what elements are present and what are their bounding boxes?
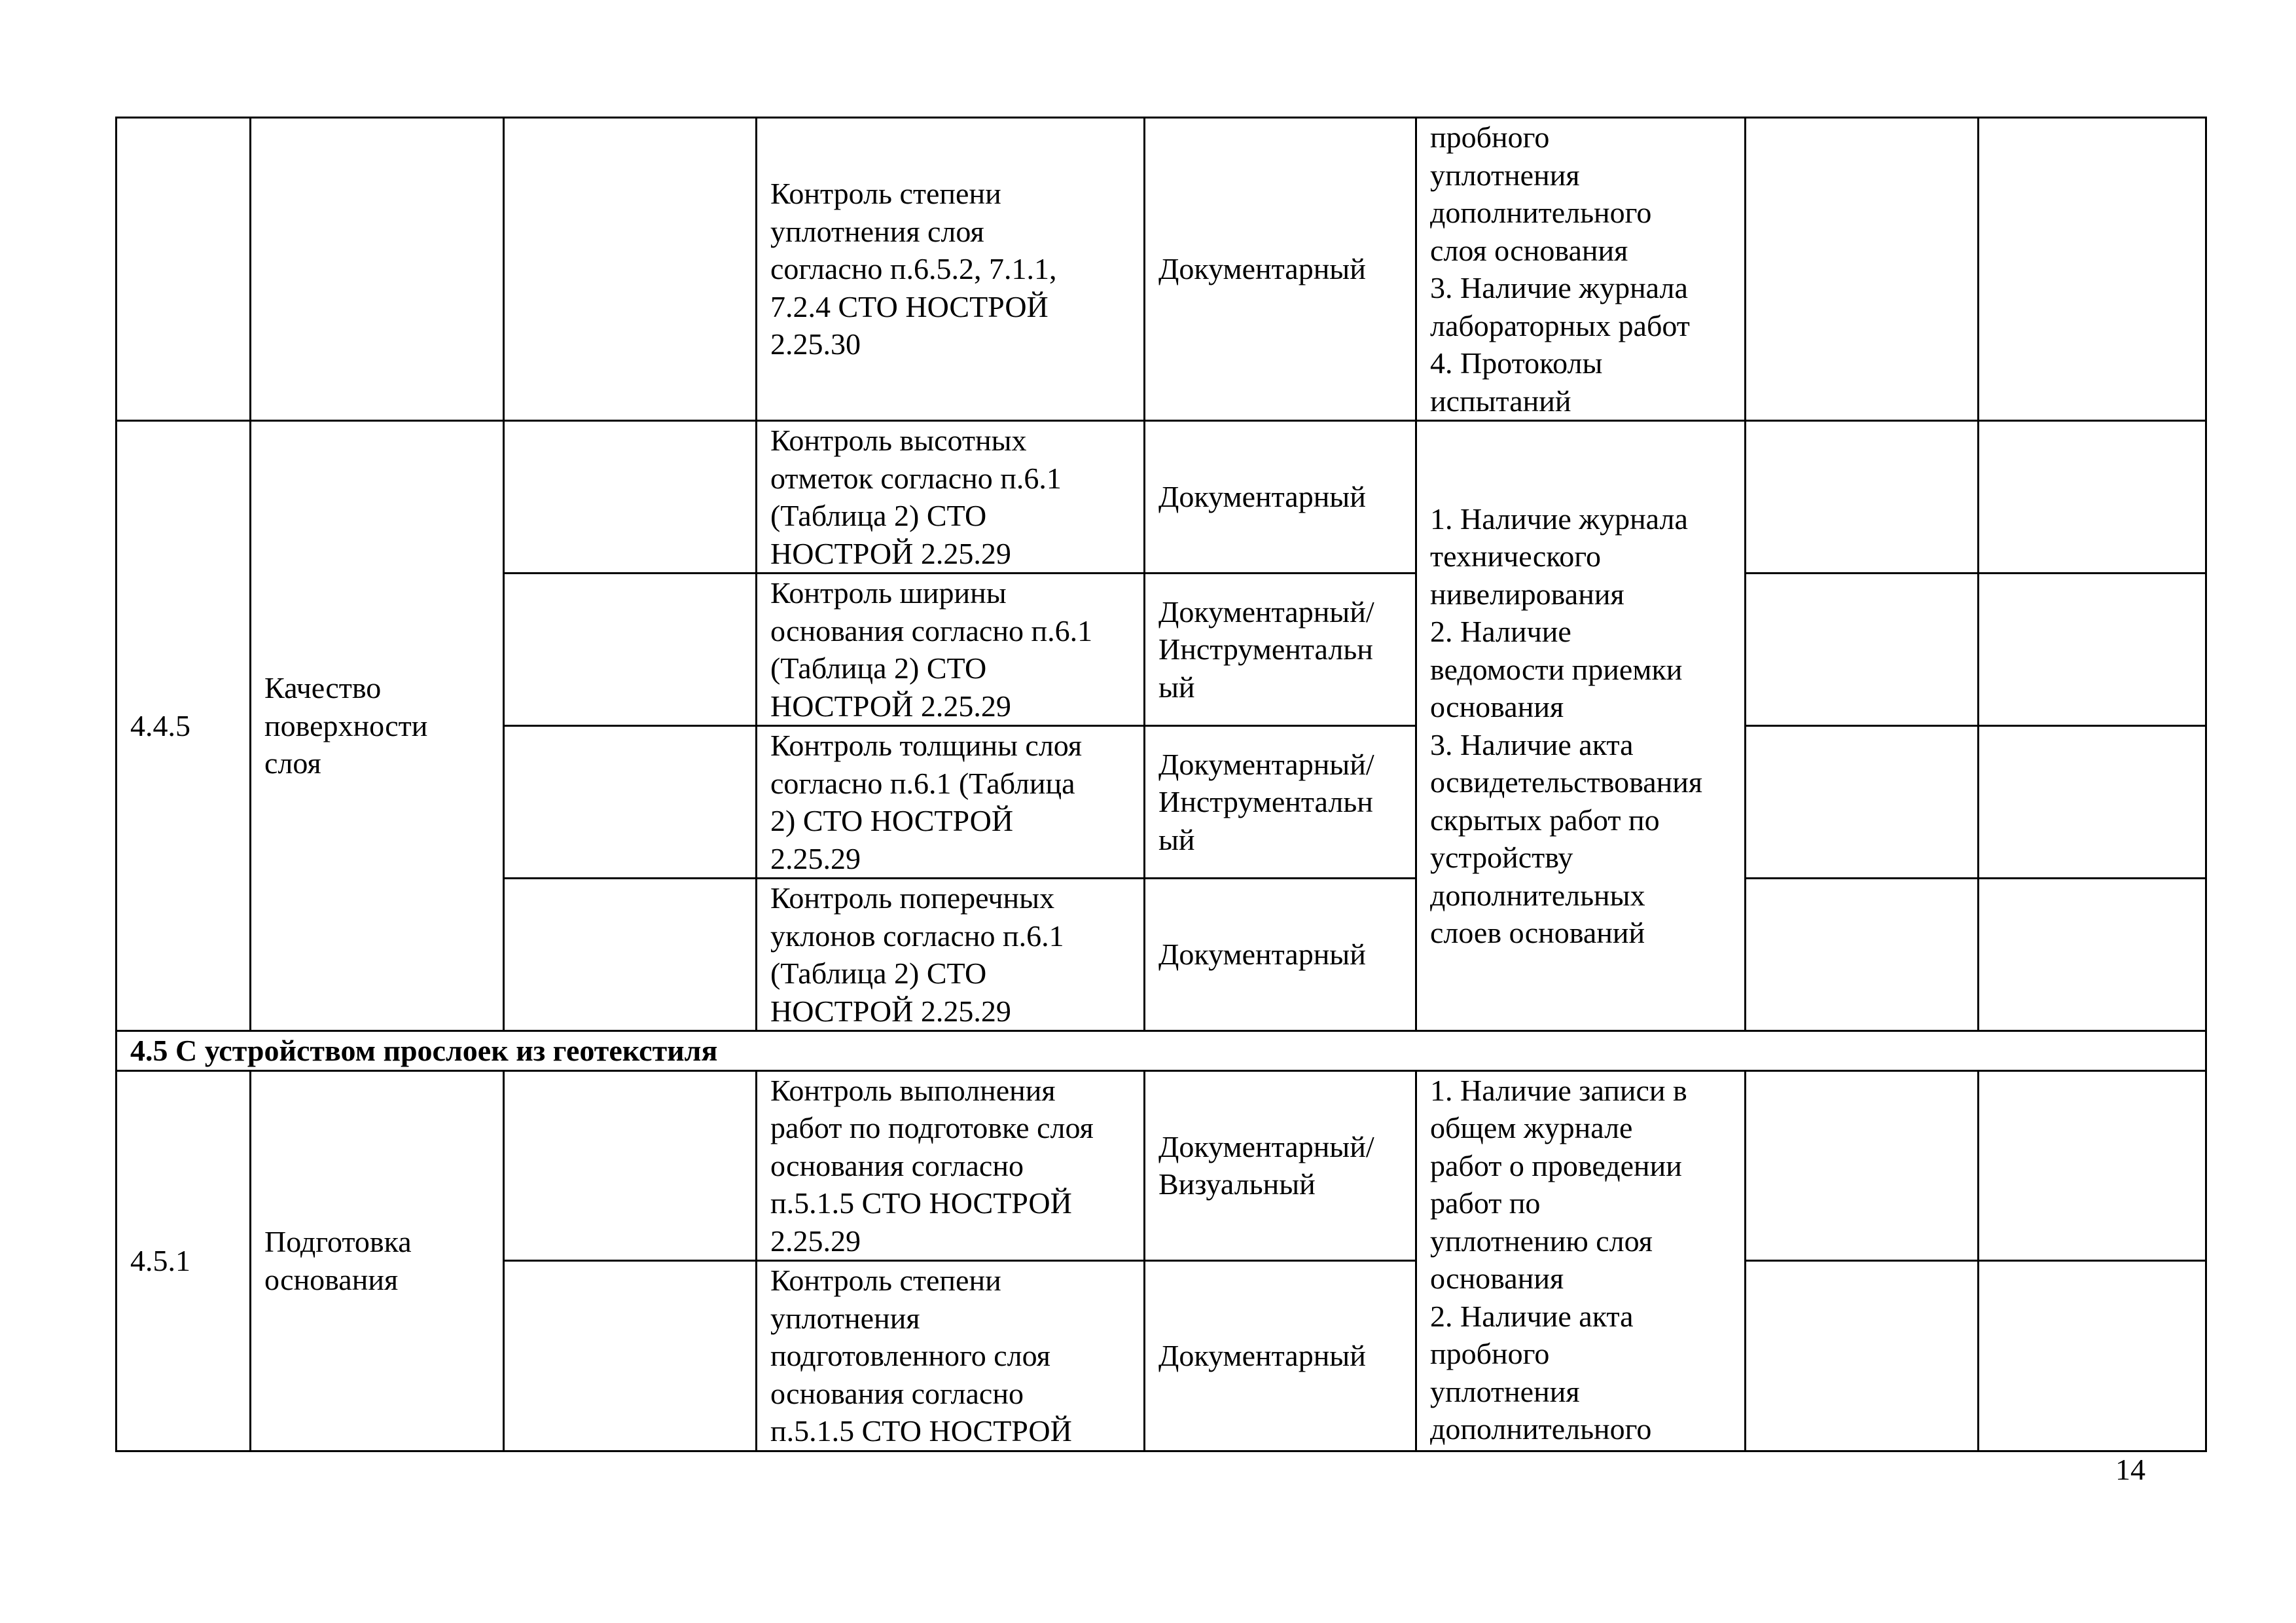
cell-method: Документарный/ Инструментальн ый (1145, 726, 1416, 879)
cell-empty (1979, 118, 2206, 421)
cell-name (251, 118, 504, 421)
cell-criterion: Контроль степени уплотнения слоя согласно п.6.5.2, 7.1.1, 7.2.4 СТО НОСТРОЙ 2.25.30 (757, 118, 1145, 421)
table-row (117, 118, 2206, 421)
cell-empty (1979, 1070, 2206, 1261)
cell-empty (504, 879, 757, 1031)
cell-criterion: Контроль толщины слоя согласно п.6.1 (Таблица 2) СТО НОСТРОЙ 2.25.29 (757, 726, 1145, 879)
cell-method: Документарный/ Визуальный (1145, 1070, 1416, 1261)
cell-empty (504, 574, 757, 726)
cell-empty (1746, 879, 1979, 1031)
cell-method: Документарный (1145, 118, 1416, 421)
control-table (115, 117, 2207, 1452)
cell-empty (1979, 574, 2206, 726)
cell-empty (1746, 574, 1979, 726)
cell-number: 4.4.5 (117, 421, 251, 1031)
cell-empty (1746, 1070, 1979, 1261)
cell-evidence: 1. Наличие записи в общем журнале работ о проведении работ по уплотнению слоя основания 2. Наличие акта пробного уплотнения дополнительного (1416, 1070, 1746, 1451)
table-row (117, 1070, 2206, 1261)
cell-empty (1979, 879, 2206, 1031)
cell-empty (504, 118, 757, 421)
cell-method: Документарный (1145, 879, 1416, 1031)
cell-method: Документарный (1145, 421, 1416, 574)
cell-empty (504, 421, 757, 574)
cell-empty (1746, 421, 1979, 574)
cell-empty (504, 726, 757, 879)
cell-empty (1746, 1261, 1979, 1451)
cell-number (117, 118, 251, 421)
cell-evidence: пробного уплотнения дополнительного слоя основания 3. Наличие журнала лабораторных работ 4. Протоколы испытаний (1416, 118, 1746, 421)
cell-criterion: Контроль выполнения работ по подготовке слоя основания согласно п.5.1.5 СТО НОСТРОЙ 2.25.29 (757, 1070, 1145, 1261)
cell-criterion: Контроль степени уплотнения подготовленного слоя основания согласно п.5.1.5 СТО НОСТРОЙ (757, 1261, 1145, 1451)
cell-empty (1746, 118, 1979, 421)
cell-empty (504, 1070, 757, 1261)
section-row (117, 1031, 2206, 1071)
cell-empty (1746, 726, 1979, 879)
cell-empty (1979, 726, 2206, 879)
cell-empty (1979, 421, 2206, 574)
section-heading: 4.5 С устройством прослоек из геотекстиля (117, 1031, 2206, 1071)
cell-criterion: Контроль поперечных уклонов согласно п.6.1 (Таблица 2) СТО НОСТРОЙ 2.25.29 (757, 879, 1145, 1031)
cell-method: Документарный (1145, 1261, 1416, 1451)
cell-criterion: Контроль высотных отметок согласно п.6.1 (Таблица 2) СТО НОСТРОЙ 2.25.29 (757, 421, 1145, 574)
cell-method: Документарный/ Инструментальн ый (1145, 574, 1416, 726)
cell-evidence: 1. Наличие журнала технического нивелирования 2. Наличие ведомости приемки основания 3. Наличие акта освидетельствования скрытых работ по устройству дополнительных слоев оснований (1416, 421, 1746, 1031)
cell-name: Качество поверхности слоя (251, 421, 504, 1031)
cell-empty (504, 1261, 757, 1451)
cell-name: Подготовка основания (251, 1070, 504, 1451)
cell-number: 4.5.1 (117, 1070, 251, 1451)
cell-criterion: Контроль ширины основания согласно п.6.1 (Таблица 2) СТО НОСТРОЙ 2.25.29 (757, 574, 1145, 726)
page-number: 14 (2115, 1453, 2145, 1486)
cell-empty (1979, 1261, 2206, 1451)
table-row (117, 421, 2206, 574)
